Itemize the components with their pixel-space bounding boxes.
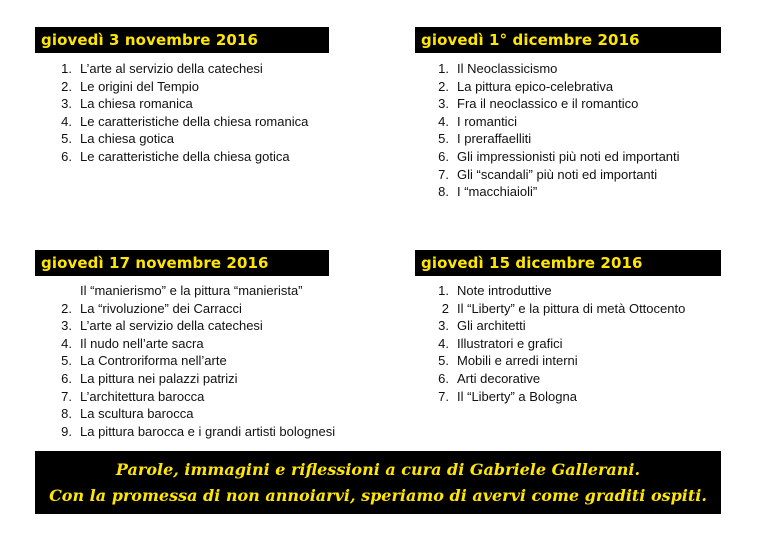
list-item: [48, 282, 335, 300]
list-item: [425, 183, 680, 201]
list-item-text: La pittura epico-celebrativa: [457, 78, 614, 94]
section-1-title: giovedì 3 novembre 2016: [41, 31, 259, 49]
list-item: [48, 317, 335, 335]
list-item-number: 6.: [61, 148, 72, 164]
list-item-text: Le caratteristiche della chiesa romanica: [80, 113, 309, 129]
list-item-text: Il nudo nell’arte sacra: [80, 335, 204, 351]
list-item: [425, 148, 680, 166]
list-item-text: Gli impressionisti più noti ed importanti: [457, 148, 680, 164]
list-item: [48, 370, 335, 388]
section-3-list: [48, 282, 335, 440]
list-item: [425, 78, 680, 96]
list-item-number: 2.: [61, 78, 72, 94]
list-item-number: 5.: [61, 353, 72, 369]
list-item-number: 6.: [61, 370, 72, 386]
list-item-number: 4.: [61, 113, 72, 129]
list-item-number: 9.: [61, 423, 72, 439]
list-item-number: 1.: [438, 61, 449, 76]
list-item-number: 3.: [61, 96, 72, 112]
list-item-text: I “macchiaioli”: [457, 184, 538, 200]
list-item-text: La scultura barocca: [80, 406, 194, 422]
list-item-number: 4.: [438, 335, 449, 351]
section-1-list: [48, 60, 308, 166]
list-item-text: Il “Liberty” a Bologna: [457, 388, 577, 404]
list-item-text: Il Neoclassicismo: [457, 61, 558, 76]
list-item: [48, 130, 308, 148]
section-4-header: [415, 250, 721, 276]
list-item: [48, 95, 308, 113]
list-item-text: I romantici: [457, 113, 517, 129]
list-item: [48, 148, 308, 166]
list-item-number: 5.: [61, 131, 72, 147]
list-item: [425, 388, 685, 406]
list-item: [425, 335, 685, 353]
list-item: [425, 113, 680, 131]
list-item-text: L’arte al servizio della catechesi: [80, 61, 263, 76]
list-item-text: Il “Liberty” e la pittura di metà Ottocento: [457, 300, 686, 316]
list-item-text: La pittura nei palazzi patrizi: [80, 370, 238, 386]
list-item-number: 3.: [438, 96, 449, 112]
list-item-text: Le origini del Tempio: [80, 78, 199, 94]
list-item-text: I preraffaelliti: [457, 131, 532, 147]
list-item-number: 7.: [61, 388, 72, 404]
list-item: [48, 423, 335, 441]
list-item: [425, 352, 685, 370]
list-item-text: Gli “scandali” più noti ed importanti: [457, 166, 658, 182]
list-item-text: Le caratteristiche della chiesa gotica: [80, 148, 290, 164]
list-item-number: 7.: [438, 388, 449, 404]
list-item-text: L’architettura barocca: [80, 388, 205, 404]
list-item-number: 1.: [61, 61, 72, 76]
section-4-list: [425, 282, 685, 405]
list-item-number: 4.: [61, 335, 72, 351]
list-item-text: Gli architetti: [457, 318, 526, 334]
list-item-number: 8.: [438, 184, 449, 200]
list-item: [48, 60, 308, 78]
section-3-header: [35, 250, 329, 276]
list-item-number: 3.: [61, 318, 72, 334]
list-item: [48, 405, 335, 423]
list-item: [48, 335, 335, 353]
list-item-text: Mobili e arredi interni: [457, 353, 578, 369]
list-item: [425, 300, 685, 318]
list-item: [425, 60, 680, 78]
list-item: [48, 388, 335, 406]
list-item-text: Arti decorative: [457, 370, 541, 386]
list-item-number: 2: [441, 300, 449, 316]
list-item: [425, 166, 680, 184]
list-item-number: 7.: [438, 166, 449, 182]
list-item-number: 8.: [61, 406, 72, 422]
section-2-list: [425, 60, 680, 201]
list-item-text: L’arte al servizio della catechesi: [80, 318, 263, 334]
list-item: [425, 95, 680, 113]
list-item-number: 1.: [438, 283, 449, 298]
list-item-text: La “rivoluzione” dei Carracci: [80, 300, 242, 316]
list-item: [425, 282, 685, 300]
list-item-number: 5.: [438, 353, 449, 369]
list-item: [48, 113, 308, 131]
list-item-text: Note introduttive: [457, 283, 552, 298]
footer-line-2: Con la promessa di non annoiarvi, speriamo di avervi come graditi ospiti.: [49, 486, 707, 505]
list-item-text: La pittura barocca e i grandi artisti bolognesi: [80, 423, 336, 439]
list-item-text: Illustratori e grafici: [457, 335, 563, 351]
list-item-number: 2.: [61, 300, 72, 316]
list-item-number: 3.: [438, 318, 449, 334]
list-item-number: 6.: [438, 148, 449, 164]
list-item: [48, 352, 335, 370]
list-item-number: [48, 282, 72, 300]
section-4-title: giovedì 15 dicembre 2016: [421, 254, 643, 272]
list-item: [425, 130, 680, 148]
list-item-text: Il “manierismo” e la pittura “manierista”: [80, 283, 303, 298]
list-item-text: Fra il neoclassico e il romantico: [457, 96, 639, 112]
list-item-number: 2.: [438, 78, 449, 94]
list-item: [48, 300, 335, 318]
list-item-text: La chiesa gotica: [80, 131, 174, 147]
list-item: [425, 370, 685, 388]
footer-banner: [35, 451, 721, 514]
list-item-number: 6.: [438, 370, 449, 386]
section-3-title: giovedì 17 novembre 2016: [41, 254, 269, 272]
section-2-title: giovedì 1° dicembre 2016: [421, 31, 640, 49]
section-1-header: [35, 27, 329, 53]
footer-line-1: Parole, immagini e riflessioni a cura di Gabriele Gallerani.: [115, 460, 641, 479]
list-item: [48, 78, 308, 96]
list-item-number: 4.: [438, 113, 449, 129]
list-item-text: La chiesa romanica: [80, 96, 193, 112]
list-item-number: 5.: [438, 131, 449, 147]
section-2-header: [415, 27, 721, 53]
list-item-text: La Controriforma nell’arte: [80, 353, 227, 369]
list-item: [425, 317, 685, 335]
